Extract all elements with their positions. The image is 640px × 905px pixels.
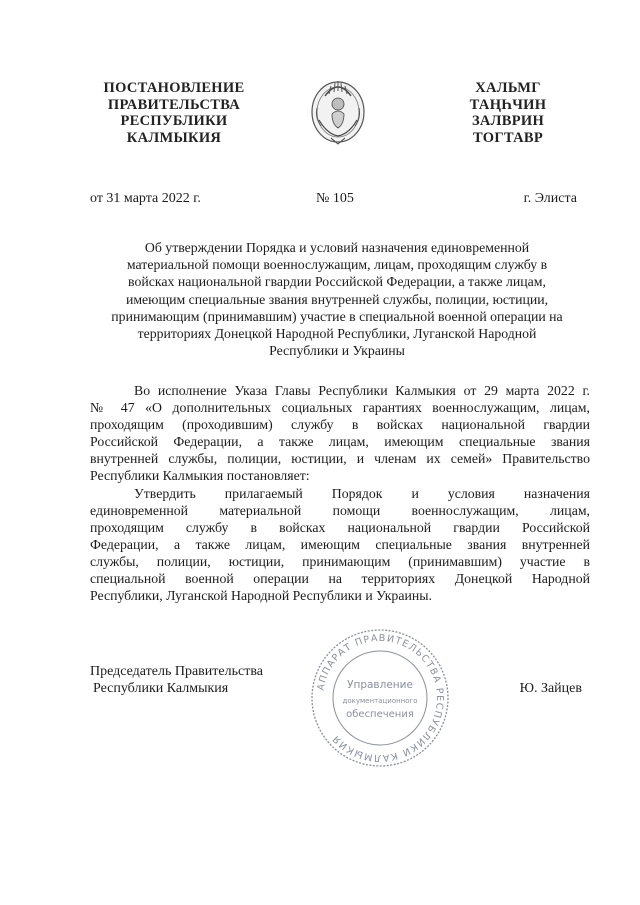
paragraph-line: специальной военной операции на территориях Донецкой Народной [90,571,590,586]
paragraph-line: Республики, Луганской Народной Республики и Украины. [90,588,432,603]
signature-position-line1: Председатель Правительства [90,664,263,679]
document-number: № 105 [316,191,354,206]
header-right-line: ХАЛЬМГ [475,80,541,96]
paragraph-line: Федерации, а также лицам, имеющим специальные звания внутренней [90,537,590,552]
document-city: г. Элиста [523,191,577,206]
stamp-line1: Управление [347,679,413,691]
signature-name: Ю. Зайцев [519,681,582,696]
header-right-line: ЗАЛВРИН [471,113,545,129]
header-left [88,80,260,146]
official-stamp [308,626,452,770]
document-title [94,239,580,359]
title-line: имеющим специальные звания внутренней службы, полиции, юстиции, [125,291,549,307]
document-date: от 31 марта 2022 г. [90,191,201,206]
paragraph-line: Во исполнение Указа Главы Республики Калмыкия от 29 марта 2022 г. [134,383,590,398]
signature-position [90,663,263,697]
header-right-line: ТАҢҺЧИН [469,96,547,113]
title-line: территориях Донецкой Народной Республики, Луганской Народной [137,326,537,342]
header-left-line: КАЛМЫКИЯ [126,129,222,146]
paragraph-line: Республики Калмыкия постановляет: [90,468,310,483]
paragraph-line: службы, полиции, юстиции, принимающим (принимавшим) участие в [90,554,590,569]
paragraph-line: единовременной материальной помощи военнослужащим, лицам, [90,503,590,518]
title-line: принимающим (принимавшим) участие в специальной военной операции на [111,308,563,324]
header-left-line: РЕСПУБЛИКИ [120,113,228,129]
paragraph-line: Утвердить прилагаемый Порядок и условия назначения [134,486,590,501]
header-left-line: ПОСТАНОВЛЕНИЕ [103,80,245,96]
paragraph-line: Российской Федерации, а также лицам, имеющим специальные звания [90,434,590,449]
paragraph-line: внутренней службы, полиции, юстиции, и членам их семей» Правительство [90,451,590,466]
paragraph-line: проходящим службу в войсках национальной гвардии Российской [90,520,590,535]
paragraph-line: проходящим (проходившим) службу в войсках национальной гвардии [90,417,590,432]
header-right-line: ТОГТАВР [472,129,544,146]
title-line: Об утверждении Порядка и условий назначения единовременной [144,240,530,255]
stamp-line2: документационного [342,697,418,705]
title-line: материальной помощи военнослужащим, лицам, проходящим службу в [126,257,548,273]
paragraph-line: № 47 «О дополнительных социальных гарантиях военнослужащим, лицам, [90,400,590,415]
paragraph-preamble [90,382,590,484]
stamp-ring-text: АППАРАТ ПРАВИТЕЛЬСТВА РЕСПУБЛИКИ КАЛМЫКИЯ [315,632,446,764]
header-right [438,80,578,146]
coat-of-arms-emblem [307,74,369,146]
paragraph-resolution [90,485,590,604]
title-line: Республики и Украины [269,343,405,359]
header-left-line: ПРАВИТЕЛЬСТВА [107,96,241,113]
title-line: войсках национальной гвардии Российской Федерации, а также лицам, [128,274,546,290]
signature-position-line2: Республики Калмыкия [93,681,229,696]
stamp-line3: обеспечения [346,709,414,720]
